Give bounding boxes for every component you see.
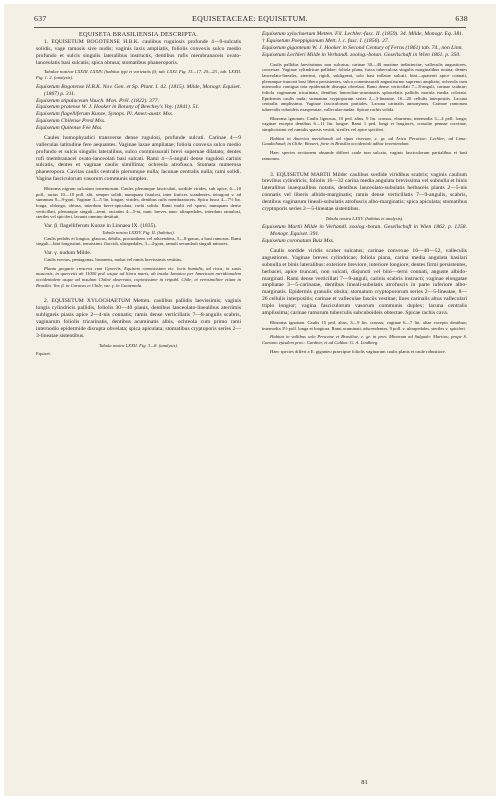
synonym: Equisetum Martii Milde in Verhandl. zoolog.-botan. Gesellschaft in Wien 1862. p. 1258. Monogr. Equiset. 391. bbox=[262, 224, 467, 238]
header-rule bbox=[34, 27, 466, 28]
variety-gamma-description: Caulis erectus, pentagonus, brunneus, nudus vel ramis brevissimis vestitus. bbox=[44, 256, 183, 262]
footer-signature: Equiset. bbox=[36, 351, 51, 357]
synonym: Equisetum Chilense Presl Mss. bbox=[36, 118, 106, 125]
species-1-notes: Rhizoma nigrum sulcatum tomentosum. Caules plerumque fasciculati, sordide virides, sub apice, 6—10 poll., rarius 10—18 poll. alti, semper solidi, numquam fistulosi, inter frutices scandentes, tetragoni v. ad summum 8—9-goni. Vaginae 3—5 lin. longae, virides, dentibus rufis membranaceis. Spica fusca 4—7½ lin. longa, oblonga, obtusa, interdum brevi-apiculata, rachi solida. Rami multi vel sparsi, numquam dense verticillati, plerumque singuli—terni, raciatim 4—5-ni, nunc breves nunc ultrapedales, interdum ramulosi, steriles vel spiciferi, lacunis omnino destituti. bbox=[36, 186, 241, 220]
variety-beta-plate: Tabula nostra LXXIV. Fig. II. (habitus). bbox=[102, 230, 175, 235]
header-title-left: EQUISETACEAE: bbox=[192, 14, 256, 23]
species-3-plates: Tabula nostra LXXV. (habitus et analysis). bbox=[325, 215, 404, 221]
species-2-plates: Tabula nostra LXXII. Fig. 3—8. (analysis). bbox=[98, 342, 179, 348]
species-3-remark: Haec species differt a E. giganteo praecipue foliolis vaginarum caulis planis et caule robustiore. bbox=[270, 348, 446, 354]
species-3-description: 3. EQUISETUM MARTII Milde: caulibus sordide viridibus scabris; vaginis caulium brevibus cylindricis, foliolis 16—32 carina media angulata brevissima vel subnulla et binis lateralibus inaequalibus notatis, dentibus lanceolato-subulatis herbaceis plants 2—5-nis connatis vel liberis albido-marginatis; ramis dense verticillatis 7—9-angulis, scabris, dentibus vaginarum lineali-subulatis atrofuscis albo-marginatis; spica apiculata; stomatibus cryptoporis series 2—5-lineatae sistentibus. bbox=[262, 171, 467, 212]
section-title: EQUISETA BRASILIENSIA DESCRIPTA. bbox=[78, 31, 199, 38]
variety-beta-description: Caulis pedalis et longior, glaucus, debilis, procumbens vel adscendens, 5—8-gonus, a basi ramosus. Rami singuli—bini longissimi, tenuissimi, flaccidi, ultrapedales, 3—4-goni, ramuli secundarii singuli minores. bbox=[36, 235, 241, 247]
footer-page-number: 81 bbox=[361, 779, 368, 786]
synonym: Equisetum pratense W. J. Hooker in Botany of Beechey's Voy. (1841). 51. bbox=[36, 104, 200, 111]
book-page bbox=[4, 4, 496, 796]
species-2-notes: Rhizoma ignotum. Caulis lignosus, 10 ped. altus, 9 lin. crassus, eburneus; internodia 3—4 poll. longa; vaginae excepto dentibus 6—11 lin. longae. Rami 1 ped. longi et longiores, crassitie pennae corvinae, simplicissimi vel ramulis sparsis vestiti, steriles vel apice spiciferi. bbox=[262, 115, 467, 133]
synonym: Equisetum coronatum Buiz Mss. bbox=[262, 238, 335, 245]
synonym: Equisetum xylochaetum Metten. Fil. Lechler.-fasc. II. (1859). 34. Milde, Monogr. Eq. 381. bbox=[262, 31, 464, 37]
species-3-body: Caulis sordide viridis scaber sulcatus; carinae convexae 16—40—52, valleculis angustiores. Vaginae breves cylindricae; foliola plana, carina media angulata basilari subnulla et binis lateralibus: exteriore breviore, interiore longiore; dentes firmi persistentes, herbacei, apice truncati, non sulcati, disjuncti vel bini—terni connati, anguste albido-marginati. Rami dense verticillati 7—9-anguli, carinis scabris instructi; vaginae elongatae ampliatae 3—5-carinatae, dentibus lineali-subulatis atrofuscis in parte inferiore albo-marginatis. Epidermis granulis obsita; stomatum cryptopororum series 2—5-lineatae, 8—26 cellulis interpositis; carinae et valleculae fasciis vestitae; lines carinalis altus valleculari triplo longior; vagina fasciculorum vasorum communis duplex; lacuna centralis amplissima; carinae ramorum tuberculis subcuboideis obtectae. Spicae rachis cava. bbox=[262, 248, 467, 316]
species-1-description: 1. EQUISETUM BOGOTENSE H.B.K. caulibus rugulosis profunde 4—9-sulcatis solidis, vage ramosis sive nudis; vaginis laxis ampliatis, foliolis convexis sulco medio profundo et sulcis singulis lateralibus instructis, dentibus rufis membranaceis ovato-lanceolatis basi sulcatis; spica obtusa; stomatibus phaneroporis. bbox=[36, 38, 241, 66]
species-3-habitat: Habitat in vallibus solo Peruviae et Brasiliae, e. gr. in prov. Minarum ad Salgado: Martius; prope S. Caetano ejusdem prov.: Gardner, et ad Caldas: G. A. Lindberg. bbox=[262, 334, 467, 345]
species-1-plates: Tabulae nostrae LXXIII. LXXIV. (habitus typi et varietatis β); tab. LXXI. Fig. 15—17. 20—23., tab. LXXII. Fig. 1. 2. (analysis). bbox=[36, 69, 241, 81]
species-3-notes: Rhizoma ignotum. Caulis 15 ped. altus, 3—9 lin. crassus; vaginae 6—7 lin. altae excepto dentibus; internodia 3½ poll. longa et longiora. Rami acuminati, adscendentes, 9 poll. v. ultrapedales, steriles v. spiciferi. bbox=[262, 319, 467, 331]
variety-beta: Var. β. flagelliferum Kunze in Linnaea IX. (1835). bbox=[44, 223, 157, 230]
species-2-remark: Haec species sectionem absunde diffrert caule non sulcato, vaginis fasciculorum partialibus et basi ramorum. bbox=[262, 150, 467, 161]
species-2-body: Caulis pallidus laevissimus non sulcatus; carinae 30—40 maxime indistinctae, valleculis angustiores, convexae. Vaginae cylindricae pallidae; foliola plana, fusca tuberculosa singulis marginalibus notata; dentes lanceolato-lineales, aterrimi, rigidi, subligneai, solo basi inflatae sulcati, bini—quaterni apice connati, plerumque truncati basi libera persistentes, sulco commissurali angustissimo supremo ampliato; ochreola cum internodio contigua tota epidermide disrupta obvelata. Rami dense verticillati 7—8-anguli, carinae scabrae; foliola vaginarum tricarinata, dentibus lanceolato-acuminatis sphacelatis pallidis macula media colorata. Epidermis caulis nuda; stomatum cryptoporum series 2—3-lineatae, 16—20 cellulis interpositis. Lacuna centralis amplissima. Vaginae fasciculorum partiales. Lacuna carinalis annonymus. Carinae ramorum tuberculis cuboideis exasperatae, valleculae nudae. Spicae rachis solida. bbox=[262, 61, 467, 112]
species-1-body: Caules homophyadici transverse dense rugulosi, profunde sulcati. Carinae 4—9 valleculas latitudine fere aequantes. Vaginae laxae ampliatae; foliola convexa sulco medio profundo et sulcis singulis lateralibus, sulco commissurali brevi supernae dilatato; dentes rufi membranacei ovato-lanceolati basi sulcati. Rami 4—5-anguli dense rugulosi carinis sulcatis, dentes et vaginae caulis simillima; ochreola atrofusca. Stomata numerosa phaneropora. Cavitas caulis centralis plerumque nulla; lacunae centralis nulla; rami solidi. Vagina fasciculorum vasorum communis simplex. bbox=[36, 134, 241, 183]
synonym: Equisetum Bogotense H.B.K. Nov. Gen. et Sp. Plant. I. 42. (1815). Milde, Monogr. Equiset. (1867) p. 311. bbox=[36, 83, 241, 97]
page-number-right: 638 bbox=[455, 14, 468, 23]
running-header bbox=[4, 14, 496, 26]
left-column bbox=[36, 31, 241, 357]
synonym: Equisetum giganteum W. J. Hooker in Second Century of Ferns (1861) tab. 74., non Linn. bbox=[262, 44, 463, 51]
variety-gamma: Var. γ. nudum Milde. bbox=[44, 250, 92, 257]
header-title-right: EQUISETUM. bbox=[258, 14, 308, 23]
synonym: Equisetum stipulaceum Vauch. Mon. Prêl. (1822). 377. bbox=[36, 97, 159, 104]
synonym: † Equisetum Poeppigianum Mett. l. c. fasc. I. (1856). 27. bbox=[262, 37, 390, 44]
synonym: Equisetum Quitense Fée Mss. bbox=[36, 125, 103, 131]
right-column bbox=[262, 31, 467, 354]
synonym: Equisetum flagelliferum Kunze, Synops. Pl. Amer.-austr. Mss. bbox=[36, 111, 174, 118]
species-1-habitat: Planta gregarie crescens cum Gyneriis, Equiseto ramosissimo etc. locis humidis, ad rivos, in saxis muscosis, in quercetis ab 11000 ped. usque ad litora maris, ab insula Jamaica per Americam meridionalem occidentalem usque ad insulam Chiloë observata, copiosissime in reipubl. Chile, et verosimiliter etiam in Brasilia. Var. β. in Caracas et Chile, var. γ. in Guatemala. bbox=[36, 265, 241, 288]
page-number-left: 637 bbox=[34, 14, 47, 23]
species-2-habitat: Habitat in America meridionali ad ripas riverum, e. gr. ad Arica Peruviae: Lechler; ad Lima: Gaudichaud; in Chile: Bessert, forte in Brasilia occidentali adhuc inveniendum. bbox=[262, 135, 467, 147]
synonym: Equisetum Lechleri Milde in Verhandl. zoolog.-botan. Gesellschaft in Wien 1861. p. 350. bbox=[262, 51, 461, 58]
species-2-description: 2. EQUISETUM XYLOCHAETUM Metten. caulibus pallidis laevissimis; vaginis longis cylindricis pallidis, foliolis 30—40 planis, dentibus lanceolato-linealibus aterrimis subligneis piasis apice 2—4-nis connatis; ramis dense verticillatis 7—8-angulis scabris, vaginarum foliolis tricarinatis, dentibus acuminatis albis, ochreola cum primo rami internodio epidermide disrupta obvelata; spica apiculata; stomatibus cryptoporis series 2—3-lineatae sistentibus. bbox=[36, 298, 241, 339]
